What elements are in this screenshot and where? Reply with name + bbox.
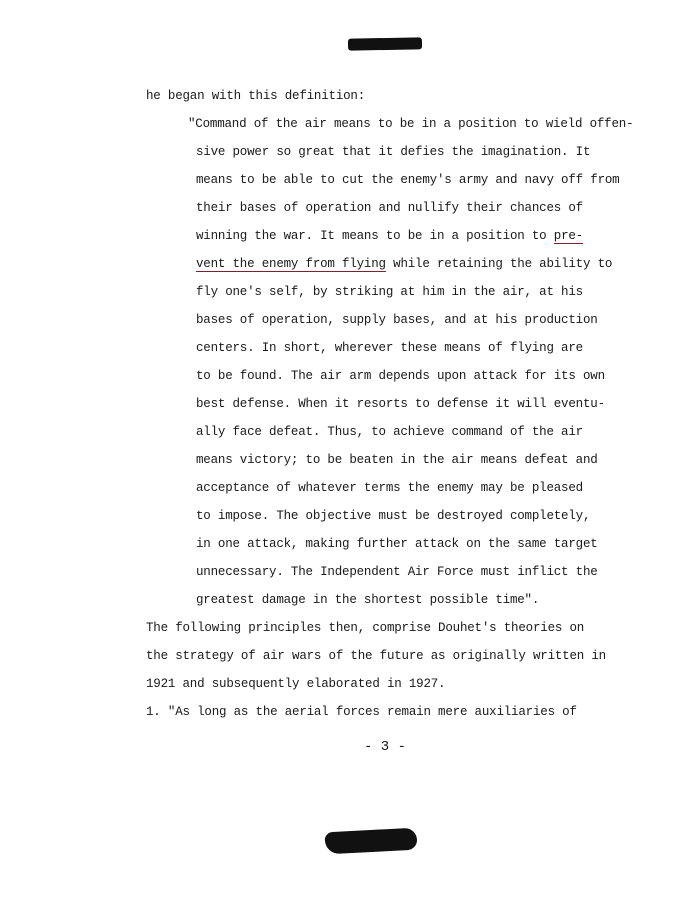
- quote-line: sive power so great that it defies the imagination. It: [196, 145, 591, 159]
- quote-line: [196, 229, 583, 243]
- quote-line: means to be able to cut the enemy's army and navy off from: [196, 173, 620, 187]
- quote-text: while retaining the ability to: [385, 257, 613, 271]
- quote-line: in one attack, making further attack on the same target: [196, 537, 598, 551]
- redaction-mark-top: [348, 37, 422, 50]
- intro-line: he began with this definition:: [146, 89, 366, 103]
- quote-line: best defense. When it resorts to defense it will eventu-: [196, 397, 605, 411]
- quote-line: to be found. The air arm depends upon attack for its own: [196, 369, 605, 383]
- quote-line: fly one's self, by striking at him in the air, at his: [196, 285, 583, 299]
- quote-line: "Command of the air means to be in a position to wield offen-: [188, 117, 634, 131]
- quote-line: acceptance of whatever terms the enemy may be pleased: [196, 481, 583, 495]
- paragraph-line: 1. "As long as the aerial forces remain mere auxiliaries of: [146, 705, 577, 719]
- paragraph-line: the strategy of air wars of the future as originally written in: [146, 649, 606, 663]
- page-number: - 3 -: [364, 739, 407, 755]
- quote-line: bases of operation, supply bases, and at his production: [196, 313, 598, 327]
- quote-line: ally face defeat. Thus, to achieve command of the air: [196, 425, 583, 439]
- redaction-mark-bottom: [324, 828, 417, 855]
- paragraph-line: 1921 and subsequently elaborated in 1927.: [146, 677, 446, 691]
- quote-line: [196, 257, 612, 271]
- quote-line: their bases of operation and nullify their chances of: [196, 201, 583, 215]
- quote-line: greatest damage in the shortest possible time".: [196, 593, 540, 607]
- quote-line: centers. In short, wherever these means of flying are: [196, 341, 583, 355]
- underlined-text: vent the enemy from flying: [196, 257, 386, 271]
- quote-text: winning the war. It means to be in a position to: [196, 229, 554, 243]
- quote-line: means victory; to be beaten in the air means defeat and: [196, 453, 598, 467]
- underlined-text: pre-: [553, 229, 583, 243]
- quote-line: unnecessary. The Independent Air Force must inflict the: [196, 565, 598, 579]
- paragraph-line: The following principles then, comprise Douhet's theories on: [146, 621, 585, 635]
- quote-line: to impose. The objective must be destroyed completely,: [196, 509, 591, 523]
